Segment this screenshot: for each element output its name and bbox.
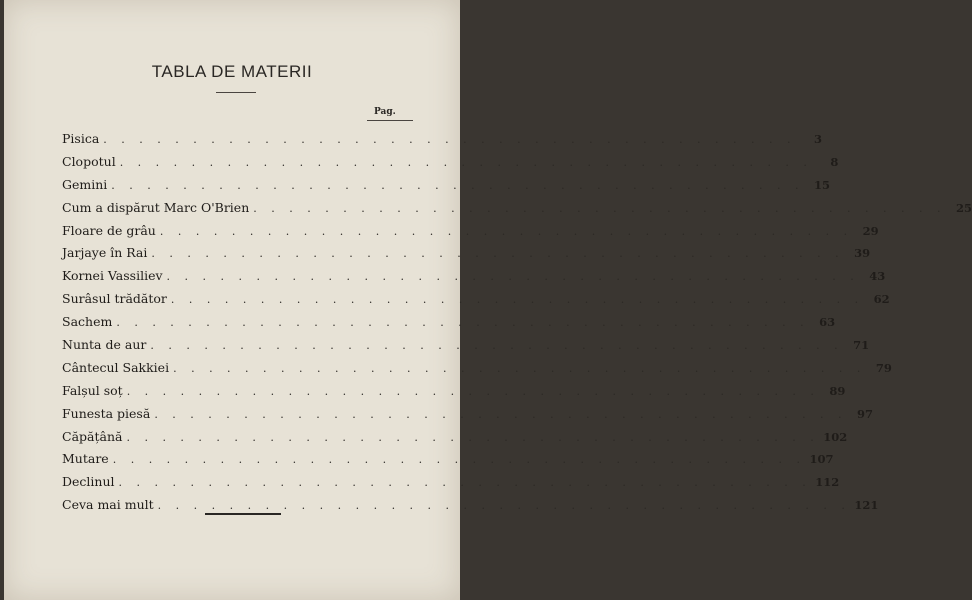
toc-entry-title: Nunta de aur — [62, 337, 147, 353]
toc-entry — [62, 242, 871, 265]
toc-entry — [62, 448, 834, 471]
page-column-header: Pag. — [374, 107, 396, 117]
dot-leader: . . . . . . . . . . . . . . . . . . . . . . . . . . . . . . . . . . . . . . . — [170, 293, 864, 307]
toc-entry — [62, 128, 823, 151]
dot-leader: . . . . . . . . . . . . . . . . . . . . . . . . . . . . . . . . . . . . . . . — [166, 270, 860, 284]
toc-entry-title: Cum a dispărut Marc O'Brien — [62, 199, 250, 215]
dot-leader: . . . . . . . . . . . . . . . . . . . . . . . . . . . . . . . . . . . . . . . — [150, 339, 844, 353]
dot-leader: . . . . . . . . . . . . . . . . . . . . . . . . . . . . . . . . . . . . . . . — [103, 133, 797, 146]
toc-entry — [62, 380, 846, 403]
dot-leader: . . . . . . . . . . . . . . . . . . . . . . . . . . . . . . . . . . . . . . . — [173, 361, 866, 375]
dot-leader: . . . . . . . . . . . . . . . . . . . . . . . . . . . . . . . . . . . . . . . — [119, 155, 813, 169]
toc-entry — [62, 151, 839, 174]
toc-entry-page: 43 — [869, 269, 886, 284]
toc-entry-title: Cântecul Sakkiei — [62, 359, 170, 375]
page-title: TABLA DE MATERII — [151, 62, 313, 81]
toc-entry-page: 8 — [830, 154, 839, 169]
end-divider — [205, 513, 281, 515]
toc-entry-page: 112 — [815, 475, 840, 490]
toc-entry — [62, 197, 972, 220]
toc-entry-title: Funesta piesă — [62, 405, 151, 421]
toc-entry — [62, 471, 840, 494]
dot-leader: . . . . . . . . . . . . . . . . . . . . . . . . . . . . . . . . . . . . . . . — [112, 453, 806, 467]
toc-entry-title: Căpățână — [62, 428, 123, 444]
toc-entry-title: Declinul — [62, 474, 115, 490]
toc-entry-page: 29 — [862, 223, 879, 238]
dot-leader: . . . . . . . . . . . . . . . . . . . . . . . . . . . . . . . . . . . . . . . — [157, 499, 851, 513]
toc-entry-page: 3 — [814, 132, 823, 146]
page-column-divider — [367, 120, 413, 121]
toc-entry-title: Mutare — [62, 451, 109, 467]
toc-entry-title: Clopotul — [62, 153, 116, 169]
toc-entry — [62, 288, 890, 311]
toc-entry-page: 25 — [955, 200, 972, 215]
dot-leader: . . . . . . . . . . . . . . . . . . . . . . . . . . . . . . . . . . . . . . . — [159, 224, 853, 238]
toc-entry — [62, 220, 879, 243]
toc-entry-page: 102 — [823, 429, 848, 444]
table-of-contents — [62, 128, 972, 517]
dot-leader: . . . . . . . . . . . . . . . . . . . . . . . . . . . . . . . . . . . . . . . — [116, 316, 810, 330]
dot-leader: . . . . . . . . . . . . . . . . . . . . . . . . . . . . . . . . . . . . . . . — [126, 384, 820, 398]
toc-entry — [62, 311, 836, 334]
toc-entry-page: 89 — [829, 383, 846, 398]
toc-entry-title: Kornei Vassiliev — [62, 268, 163, 284]
toc-entry-page: 79 — [875, 360, 892, 375]
toc-entry-page: 107 — [809, 452, 834, 467]
toc-entry — [62, 426, 848, 449]
book-page — [4, 0, 972, 600]
toc-entry-title: Falșul soț — [62, 382, 123, 398]
toc-entry-title: Ceva mai mult — [62, 497, 154, 513]
toc-entry-title: Jarjaye în Rai — [62, 245, 148, 261]
toc-entry — [62, 265, 886, 288]
toc-entry-title: Surâsul trădător — [62, 291, 167, 307]
toc-entry-page: 121 — [854, 498, 879, 513]
toc-entry — [62, 334, 870, 357]
dot-leader: . . . . . . . . . . . . . . . . . . . . . . . . . . . . . . . . . . . . . . . — [118, 476, 812, 490]
toc-entry-title: Sachem — [62, 314, 113, 330]
dot-leader: . . . . . . . . . . . . . . . . . . . . . . . . . . . . . . . . . . . . . . . — [154, 407, 848, 421]
toc-entry-title: Floare de grâu — [62, 222, 156, 238]
toc-entry-title: Gemini — [62, 176, 108, 192]
toc-entry-page: 63 — [819, 315, 836, 330]
toc-entry-page: 71 — [853, 338, 870, 353]
toc-entry-page: 15 — [814, 177, 831, 192]
dot-leader: . . . . . . . . . . . . . . . . . . . . . . . . . . . . . . . . . . . . . . . — [151, 247, 845, 261]
dot-leader: . . . . . . . . . . . . . . . . . . . . . . . . . . . . . . . . . . . . . . . — [126, 430, 820, 444]
toc-entry-title: Pisica — [62, 131, 100, 146]
toc-entry-page: 62 — [873, 292, 890, 307]
toc-entry — [62, 174, 831, 197]
dot-leader: . . . . . . . . . . . . . . . . . . . . . . . . . . . . . . . . . . . . . . . — [253, 201, 946, 215]
toc-entry-page: 97 — [857, 406, 874, 421]
toc-entry — [62, 357, 892, 380]
dot-leader: . . . . . . . . . . . . . . . . . . . . . . . . . . . . . . . . . . . . . . . — [111, 178, 805, 192]
toc-entry-page: 39 — [854, 246, 871, 261]
toc-entry — [62, 403, 874, 426]
title-divider — [216, 92, 256, 93]
